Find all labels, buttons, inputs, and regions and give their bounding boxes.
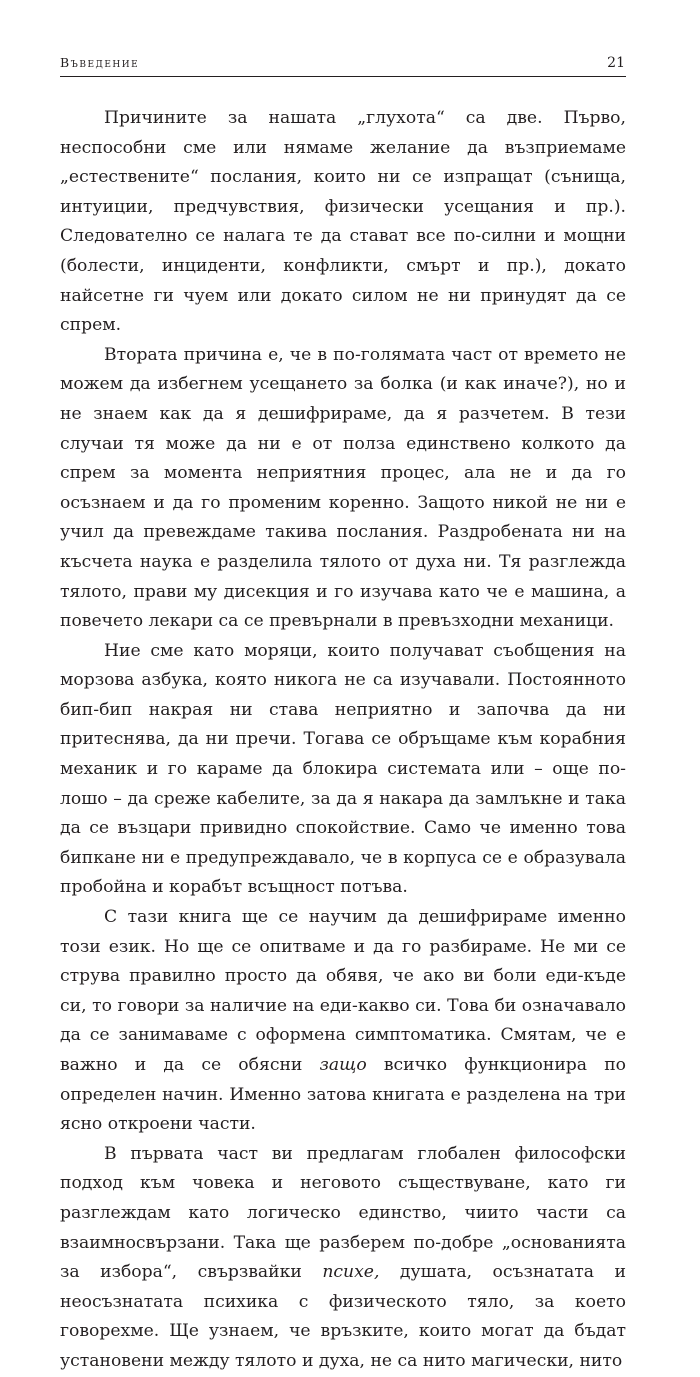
page-number: 21 — [607, 55, 625, 71]
italic-word: защо — [319, 1055, 367, 1075]
paragraph: Ние сме като моряци, които получават съобщения на морзова азбука, която никога не са изучавали. Постоянното бип-бип накрая ни става неприятно и започва да ни притеснява, да ни пречи. Тогава се обръщаме към корабния механик и го караме да блокира системата или – още по-лошо – да среже кабелите, за да я накара да замлъкне и така да се възцари привидно спокойствие. Само че именно това бипкане ни е предупреждавало, че в корпуса се е образувала пробойна и корабът всъщност потъва. — [60, 640, 626, 898]
paragraph-text: душата, осъзнатата и неосъзнатата психика с физическото тяло, за което говорехме. Ще узнаем, че връзките, които могат да бъдат установени между тялото и духа, не са нито магически, нито — [60, 1262, 626, 1371]
paragraph: Причините за нашата „глухота“ са две. Първо, неспособни сме или нямаме желание да възприемаме „естествените“ послания, които ни се изпращат (сънища, интуиции, предчувствия, физически усещания и пр.). Следователно се налага те да стават все по-силни и мощни (болести, инциденти, конфликти, смърт и пр.), докато найсетне ги чуем или докато силом не ни принудят да се спрем. — [60, 108, 626, 336]
running-head — [60, 55, 625, 71]
italic-word: психе, — [322, 1262, 380, 1283]
paragraph-text: В първата част ви предлагам глобален философски подход към човека и неговото съществуване, като ги разглеждам като логическо единство, чиито части са взаимносвързани. Така ще разберем по-добре „основанията за избора“, свързвайки — [60, 1143, 626, 1283]
paragraph-text: С тази книга ще се научим да дешифрираме именно този език. Но ще се опитваме и да го разбираме. Не ми се струва правилно просто да обявя, че ако ви боли еди-къде си, то говори за наличие на еди-какво си. Това би означавало да се занимаваме с оформена симптоматика. Смятам, че е важно и да се обясни — [60, 907, 626, 1075]
body-text — [60, 104, 626, 1377]
header-rule — [60, 76, 626, 77]
section-title: Въведение — [60, 55, 140, 70]
paragraph — [60, 903, 626, 1140]
paragraph: Втората причина е, че в по-голямата част от времето не можем да избегнем усещането за болка (и как иначе?), но и не знаем как да я дешифрираме, да я разчетем. В тези случаи тя може да ни е от полза единствено колкото да спрем за момента неприятния процес, ала не и да го осъзнаем и да го променим коренно. Защото никой не ни е учил да превеждаме такива послания. Раздробената ни на късчета наука е разделила тялото от духа ни. Тя разглежда тялото, прави му дисекция и го изучава като че е машина, а повечето лекари са се превърнали в превъзходни механици. — [60, 344, 626, 632]
paragraph-text: всичко функционира по определен начин. Именно затова книгата е разделена на три ясно откроени части. — [60, 1055, 627, 1135]
paragraph — [60, 1140, 626, 1377]
